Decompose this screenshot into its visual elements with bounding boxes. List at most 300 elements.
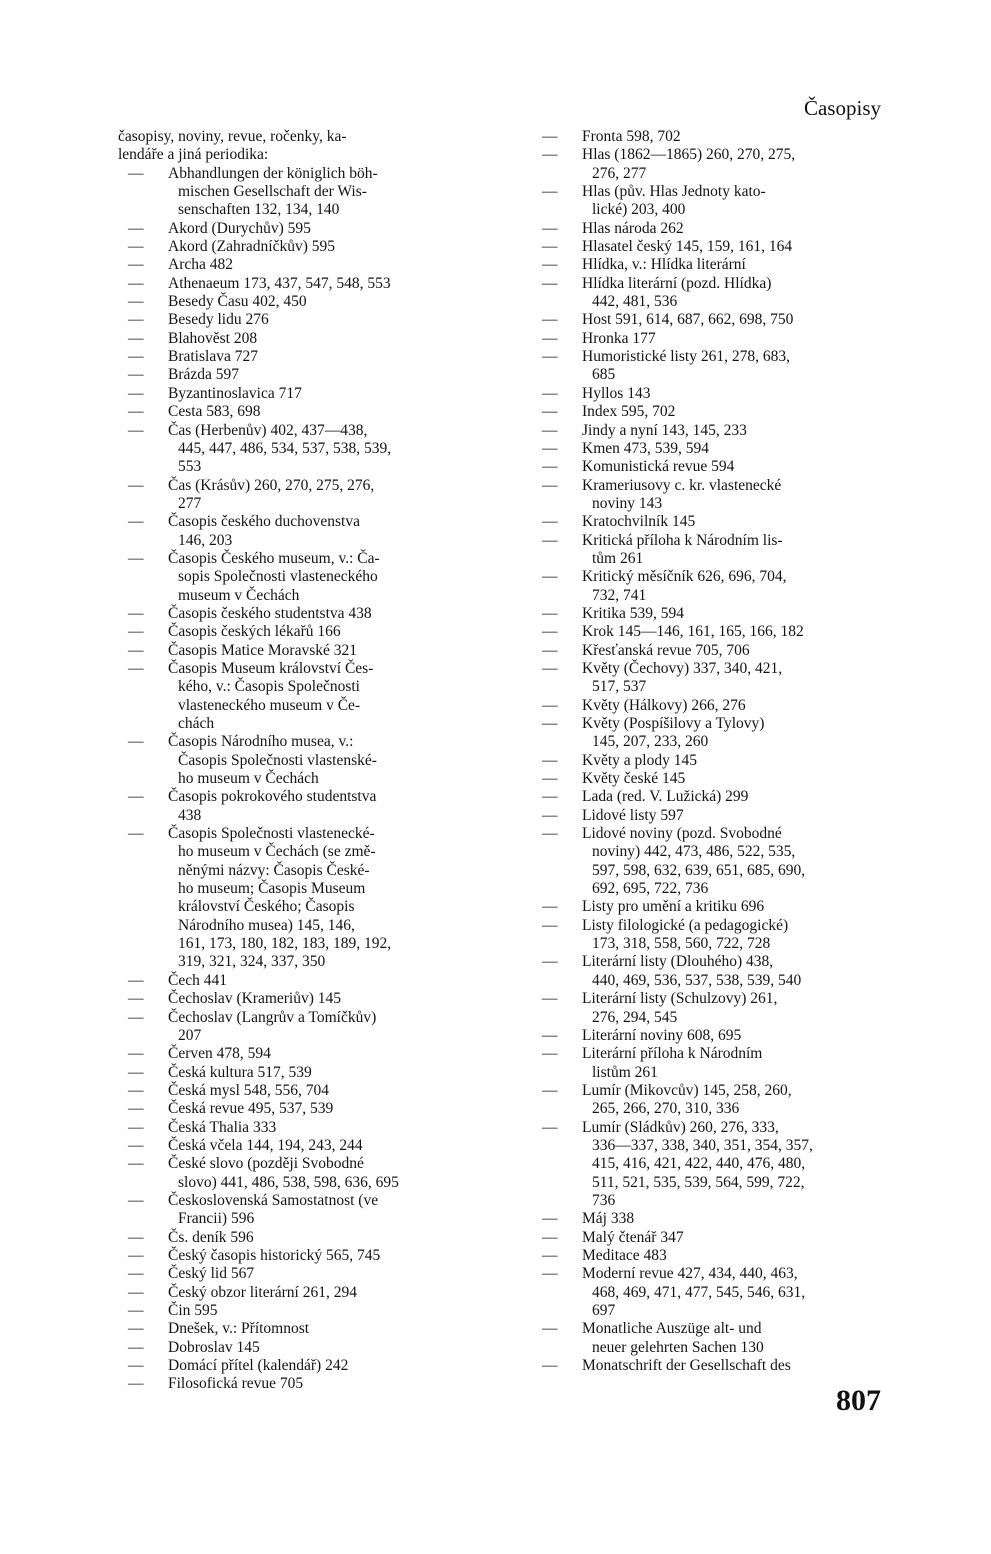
- index-entry: [532, 715, 885, 752]
- index-entry: [532, 422, 885, 440]
- entry-dash: —: [128, 1045, 144, 1063]
- index-entry: [118, 1137, 484, 1155]
- entry-dash: —: [542, 604, 558, 622]
- entry-dash: —: [128, 1283, 144, 1301]
- entry-dash: —: [128, 348, 144, 366]
- index-entry: [532, 477, 885, 514]
- index-entry: [532, 990, 885, 1027]
- index-entry: [118, 990, 484, 1008]
- right-column: [532, 128, 885, 1375]
- entry-text: Květy (Čechovy) 337, 340, 421,: [582, 659, 783, 677]
- entry-continuation: 553: [178, 458, 202, 476]
- index-entry: [532, 898, 885, 916]
- entry-continuation: 736: [592, 1191, 616, 1209]
- entry-text: Červen 478, 594: [168, 1045, 271, 1063]
- entry-text: Malý čtenář 347: [582, 1228, 684, 1246]
- index-entry: [118, 660, 484, 733]
- index-entry: [532, 568, 885, 605]
- index-entry: [532, 128, 885, 146]
- entry-dash: —: [128, 513, 144, 531]
- entry-continuation: 517, 537: [592, 678, 647, 696]
- index-entry: [532, 1357, 885, 1375]
- entry-continuation: noviny) 442, 473, 486, 522, 535,: [592, 843, 796, 861]
- entry-continuation: 597, 598, 632, 639, 651, 685, 690,: [592, 861, 806, 879]
- entry-text: Česká Thalia 333: [168, 1118, 277, 1136]
- entry-dash: —: [542, 329, 558, 347]
- index-entry: [532, 330, 885, 348]
- index-entry: [118, 1375, 484, 1393]
- index-entry: [532, 275, 885, 312]
- index-entry: [532, 256, 885, 274]
- entry-text: Hlas národa 262: [582, 219, 684, 237]
- entry-text: Český lid 567: [168, 1265, 255, 1283]
- entry-dash: —: [128, 1265, 144, 1283]
- entry-continuation: mischen Gesellschaft der Wis-: [178, 183, 367, 201]
- entry-dash: —: [128, 366, 144, 384]
- entry-text: Časopis Společnosti vlastenecké-: [168, 825, 375, 843]
- index-entry: [118, 1192, 484, 1229]
- entry-text: Čechoslav (Langrův a Tomíčkův): [168, 1008, 377, 1026]
- entry-text: Jindy a nyní 143, 145, 233: [582, 421, 747, 439]
- entry-dash: —: [128, 990, 144, 1008]
- entry-text: Byzantinoslavica 717: [168, 384, 302, 402]
- index-entry: [118, 330, 484, 348]
- entry-continuation: 697: [592, 1302, 616, 1319]
- entry-text: Meditace 483: [582, 1246, 667, 1264]
- entry-dash: —: [542, 311, 558, 329]
- index-entry: [532, 1265, 885, 1320]
- entry-dash: —: [128, 219, 144, 237]
- entry-text: Monatschrift der Gesellschaft des: [582, 1357, 791, 1375]
- entry-text: Dnešek, v.: Přítomnost: [168, 1320, 310, 1338]
- entry-text: Besedy Času 402, 450: [168, 293, 307, 311]
- index-entry: [118, 605, 484, 623]
- entry-dash: —: [542, 256, 558, 274]
- entry-text: Akord (Zahradníčkův) 595: [168, 238, 336, 256]
- entry-text: Krameriusovy c. kr. vlastenecké: [582, 476, 782, 494]
- entry-continuation: 685: [592, 366, 616, 384]
- entry-text: Literární listy (Schulzovy) 261,: [582, 990, 778, 1008]
- entry-continuation: 415, 416, 421, 422, 440, 476, 480,: [592, 1155, 806, 1173]
- entry-continuation: 276, 277: [592, 164, 647, 182]
- entry-continuation: 265, 266, 270, 310, 336: [592, 1100, 740, 1118]
- entry-text: Literární listy (Dlouhého) 438,: [582, 953, 774, 971]
- index-entry: [532, 623, 885, 641]
- index-entry: [118, 1064, 484, 1082]
- entry-text: Květy české 145: [582, 770, 686, 788]
- entry-continuation: slovo) 441, 486, 538, 598, 636, 695: [178, 1173, 399, 1191]
- index-entry: [118, 366, 484, 384]
- index-entry: [532, 311, 885, 329]
- index-entry: [118, 788, 484, 825]
- entry-dash: —: [128, 1136, 144, 1154]
- entry-text: Máj 338: [582, 1210, 635, 1228]
- index-entry: [532, 348, 885, 385]
- index-entry: [532, 440, 885, 458]
- entry-text: Kmen 473, 539, 594: [582, 439, 710, 457]
- entry-dash: —: [542, 1081, 558, 1099]
- entry-dash: —: [542, 990, 558, 1008]
- entry-continuation: Francii) 596: [178, 1210, 255, 1228]
- index-entry: [532, 385, 885, 403]
- entry-dash: —: [128, 971, 144, 989]
- index-entry: [118, 972, 484, 990]
- index-entry: [118, 1247, 484, 1265]
- entry-continuation: něnými názvy: Časopis České-: [178, 861, 370, 879]
- intro-line: lendáře a jiná periodika:: [118, 146, 269, 164]
- entry-text: Časopis českých lékařů 166: [168, 623, 341, 641]
- entry-dash: —: [542, 348, 558, 366]
- index-entry: [532, 513, 885, 531]
- entry-dash: —: [542, 403, 558, 421]
- entry-text: Filosofická revue 705: [168, 1375, 304, 1393]
- entry-dash: —: [542, 439, 558, 457]
- index-entry: [532, 183, 885, 220]
- entry-dash: —: [128, 1118, 144, 1136]
- entry-continuation: 207: [178, 1026, 202, 1044]
- entry-dash: —: [542, 715, 558, 732]
- entry-text: Československá Samostatnost (ve: [168, 1191, 379, 1209]
- entry-text: Humoristické listy 261, 278, 683,: [582, 348, 790, 366]
- entry-continuation: kého, v.: Časopis Společnosti: [178, 678, 360, 696]
- entry-text: Česká revue 495, 537, 539: [168, 1100, 334, 1118]
- entry-text: Athenaeum 173, 437, 547, 548, 553: [168, 274, 391, 292]
- entry-dash: —: [542, 953, 558, 971]
- entry-continuation: ho museum v Čechách (se změ-: [178, 843, 376, 861]
- entry-text: Komunistická revue 594: [582, 458, 735, 476]
- index-entry: [118, 1339, 484, 1357]
- index-entry: [532, 770, 885, 788]
- index-entry: [532, 807, 885, 825]
- entry-text: Květy (Pospíšilovy a Tylovy): [582, 715, 765, 732]
- entry-continuation: museum v Čechách: [178, 586, 300, 604]
- entry-dash: —: [128, 659, 144, 677]
- entry-dash: —: [542, 1045, 558, 1063]
- entry-dash: —: [128, 641, 144, 659]
- entry-text: Časopis Národního musea, v.:: [168, 733, 354, 751]
- entry-continuation: senschaften 132, 134, 140: [178, 201, 340, 219]
- index-entry: [532, 697, 885, 715]
- entry-text: Česká mysl 548, 556, 704: [168, 1081, 330, 1099]
- entry-dash: —: [128, 1375, 144, 1393]
- entry-text: Čechoslav (Krameriův) 145: [168, 990, 342, 1008]
- index-entry: [118, 293, 484, 311]
- entry-dash: —: [542, 1246, 558, 1264]
- entry-text: Křesťanská revue 705, 706: [582, 641, 750, 659]
- index-entry: [118, 1009, 484, 1046]
- entry-text: Kritická příloha k Národním lis-: [582, 531, 783, 549]
- index-entry: [532, 403, 885, 421]
- entry-dash: —: [128, 549, 144, 567]
- entry-dash: —: [542, 1228, 558, 1246]
- entry-text: Archa 482: [168, 256, 233, 274]
- index-entry: [118, 385, 484, 403]
- entry-dash: —: [128, 1357, 144, 1375]
- index-entry: [118, 348, 484, 366]
- entry-continuation: Národního musea) 145, 146,: [178, 916, 355, 934]
- entry-text: Index 595, 702: [582, 403, 676, 421]
- entry-dash: —: [128, 384, 144, 402]
- index-entry: [532, 642, 885, 660]
- entry-dash: —: [128, 733, 144, 751]
- entry-text: Literární příloha k Národním: [582, 1045, 763, 1063]
- entry-dash: —: [128, 403, 144, 421]
- entry-continuation: tům 261: [592, 549, 644, 567]
- entry-text: Čas (Herbenův) 402, 437—438,: [168, 421, 368, 439]
- entry-dash: —: [542, 898, 558, 916]
- entry-continuation: 442, 481, 536: [592, 293, 678, 311]
- entry-dash: —: [542, 825, 558, 843]
- entry-text: Čas (Krásův) 260, 270, 275, 276,: [168, 476, 375, 494]
- entry-continuation: 319, 321, 324, 337, 350: [178, 953, 326, 971]
- entry-dash: —: [542, 458, 558, 476]
- entry-text: Blahověst 208: [168, 329, 258, 347]
- entry-continuation: království Českého; Časopis: [178, 898, 355, 916]
- index-entry: [118, 1265, 484, 1283]
- entry-dash: —: [128, 1100, 144, 1118]
- entry-text: Časopis českého studentstva 438: [168, 604, 372, 622]
- entry-dash: —: [542, 916, 558, 934]
- entry-continuation: neuer gelehrten Sachen 130: [592, 1338, 764, 1356]
- index-entry: [118, 165, 484, 220]
- entry-text: Květy (Hálkovy) 266, 276: [582, 696, 746, 714]
- entry-dash: —: [128, 421, 144, 439]
- entry-continuation: 276, 294, 545: [592, 1008, 678, 1026]
- entry-dash: —: [542, 1265, 558, 1283]
- entry-text: Lumír (Mikovcův) 145, 258, 260,: [582, 1081, 792, 1099]
- entry-text: Domácí přítel (kalendář) 242: [168, 1357, 349, 1375]
- entry-dash: —: [542, 696, 558, 714]
- entry-text: Hlasatel český 145, 159, 161, 164: [582, 238, 793, 256]
- page-header-title: Časopisy: [803, 96, 881, 120]
- entry-dash: —: [542, 421, 558, 439]
- entry-continuation: listům 261: [592, 1063, 658, 1081]
- entry-continuation: ho museum; Časopis Museum: [178, 880, 366, 898]
- entry-continuation: ho museum v Čechách: [178, 770, 319, 788]
- index-entry: [118, 1155, 484, 1192]
- entry-text: Lidové noviny (pozd. Svobodné: [582, 825, 782, 843]
- entry-text: Monatliche Auszüge alt- und: [582, 1320, 762, 1338]
- entry-continuation: 146, 203: [178, 531, 233, 549]
- entry-text: Dobroslav 145: [168, 1338, 260, 1356]
- index-entry: [118, 1082, 484, 1100]
- entry-dash: —: [542, 1320, 558, 1338]
- entry-continuation: lické) 203, 400: [592, 201, 686, 219]
- entry-text: Moderní revue 427, 434, 440, 463,: [582, 1265, 798, 1283]
- entry-dash: —: [128, 604, 144, 622]
- index-entry: [118, 623, 484, 641]
- entry-dash: —: [128, 1063, 144, 1081]
- entry-dash: —: [542, 770, 558, 788]
- entry-text: Čin 595: [168, 1302, 218, 1319]
- entry-continuation: noviny 143: [592, 494, 663, 512]
- entry-text: Časopis pokrokového studentstva: [168, 788, 377, 806]
- entry-dash: —: [542, 384, 558, 402]
- entry-continuation: vlasteneckého museum v Če-: [178, 696, 361, 714]
- index-entry: [532, 1320, 885, 1357]
- index-entry: [532, 953, 885, 990]
- entry-dash: —: [542, 641, 558, 659]
- entry-dash: —: [128, 1008, 144, 1026]
- entry-dash: —: [128, 293, 144, 311]
- intro-line: časopisy, noviny, revue, ročenky, ka-: [118, 128, 347, 145]
- entry-dash: —: [542, 219, 558, 237]
- entry-dash: —: [542, 788, 558, 806]
- entry-continuation: 277: [178, 494, 202, 512]
- entry-text: Kritický měsíčník 626, 696, 704,: [582, 568, 787, 586]
- index-entry: [532, 1210, 885, 1228]
- entry-dash: —: [542, 751, 558, 769]
- entry-dash: —: [128, 788, 144, 806]
- entry-text: Akord (Durychův) 595: [168, 219, 311, 237]
- entry-dash: —: [128, 623, 144, 641]
- entry-dash: —: [128, 1191, 144, 1209]
- entry-text: Literární noviny 608, 695: [582, 1026, 742, 1044]
- entry-text: Lidové listy 597: [582, 806, 684, 824]
- index-entry: [532, 660, 885, 697]
- index-entry: [118, 256, 484, 274]
- index-entry: [532, 1082, 885, 1119]
- entry-dash: —: [128, 238, 144, 256]
- index-entry: [118, 220, 484, 238]
- entry-dash: —: [542, 623, 558, 641]
- entry-continuation: chách: [178, 715, 215, 732]
- index-entry: [118, 477, 484, 514]
- index-entry: [118, 1100, 484, 1118]
- entry-continuation: 145, 207, 233, 260: [592, 733, 709, 751]
- index-entry: [532, 146, 885, 183]
- entry-text: Listy pro umění a kritiku 696: [582, 898, 765, 916]
- entry-text: Fronta 598, 702: [582, 128, 681, 145]
- index-entry: [118, 1320, 484, 1338]
- entry-dash: —: [542, 1118, 558, 1136]
- entry-dash: —: [128, 1302, 144, 1319]
- entry-text: Hyllos 143: [582, 384, 651, 402]
- index-entry: [118, 311, 484, 329]
- index-entry: [118, 1284, 484, 1302]
- index-entry: [118, 275, 484, 293]
- entry-continuation: 732, 741: [592, 586, 647, 604]
- entry-dash: —: [542, 659, 558, 677]
- entry-dash: —: [542, 274, 558, 292]
- entry-dash: —: [128, 256, 144, 274]
- entry-text: Časopis Českého museum, v.: Ča-: [168, 549, 380, 567]
- entry-text: Kratochvilník 145: [582, 513, 696, 531]
- entry-dash: —: [128, 1081, 144, 1099]
- index-entry: [532, 532, 885, 569]
- entry-text: Časopis českého duchovenstva: [168, 513, 360, 531]
- entry-dash: —: [128, 1246, 144, 1264]
- index-entry: [118, 513, 484, 550]
- index-entry: [118, 1302, 484, 1320]
- index-entry: [532, 825, 885, 898]
- entry-dash: —: [542, 1026, 558, 1044]
- index-entry: [532, 220, 885, 238]
- entry-text: Cesta 583, 698: [168, 403, 261, 421]
- index-entry: [118, 1229, 484, 1247]
- entry-continuation: sopis Společnosti vlasteneckého: [178, 568, 378, 586]
- entry-dash: —: [542, 1357, 558, 1375]
- entry-continuation: 511, 521, 535, 539, 564, 599, 722,: [592, 1173, 805, 1191]
- entry-text: Český obzor literární 261, 294: [168, 1283, 357, 1301]
- entry-continuation: 336—337, 338, 340, 351, 354, 357,: [592, 1136, 813, 1154]
- entry-text: Lumír (Sládkův) 260, 276, 333,: [582, 1118, 779, 1136]
- entry-continuation: 161, 173, 180, 182, 183, 189, 192,: [178, 935, 392, 953]
- index-entry: [118, 642, 484, 660]
- entry-text: Časopis Matice Moravské 321: [168, 641, 357, 659]
- entry-dash: —: [128, 311, 144, 329]
- entry-dash: —: [128, 274, 144, 292]
- index-entry: [118, 422, 484, 477]
- entry-text: Čech 441: [168, 971, 227, 989]
- page-number: 807: [836, 1384, 881, 1417]
- index-entry: [532, 752, 885, 770]
- entry-dash: —: [542, 146, 558, 164]
- index-entry: [532, 1119, 885, 1211]
- entry-text: České slovo (později Svobodné: [168, 1155, 364, 1173]
- entry-text: Lada (red. V. Lužická) 299: [582, 788, 749, 806]
- entry-text: Květy a plody 145: [582, 751, 697, 769]
- index-entry: [532, 1247, 885, 1265]
- entry-dash: —: [542, 531, 558, 549]
- index-entry: [532, 788, 885, 806]
- index-entry: [118, 825, 484, 972]
- index-entry: [532, 605, 885, 623]
- index-entry: [118, 733, 484, 788]
- index-entry: [532, 238, 885, 256]
- entry-dash: —: [128, 164, 144, 182]
- index-entry: [118, 1045, 484, 1063]
- entry-continuation: Časopis Společnosti vlastenské-: [178, 751, 377, 769]
- entry-dash: —: [542, 476, 558, 494]
- entry-dash: —: [128, 1155, 144, 1173]
- entry-dash: —: [128, 825, 144, 843]
- entry-continuation: 692, 695, 722, 736: [592, 880, 709, 898]
- entry-dash: —: [128, 1338, 144, 1356]
- entry-continuation: 438: [178, 806, 202, 824]
- entry-dash: —: [542, 568, 558, 586]
- left-column: [118, 128, 484, 1394]
- entry-text: Hlas (pův. Hlas Jednoty kato-: [582, 183, 766, 201]
- entry-text: Česká včela 144, 194, 243, 244: [168, 1136, 363, 1154]
- entry-dash: —: [128, 476, 144, 494]
- index-entry: [118, 1119, 484, 1137]
- entry-dash: —: [128, 329, 144, 347]
- entry-text: Hlídka, v.: Hlídka literární: [582, 256, 746, 274]
- entry-continuation: 468, 469, 471, 477, 545, 546, 631,: [592, 1283, 806, 1301]
- index-entry: [532, 917, 885, 954]
- index-entry: [532, 1045, 885, 1082]
- entry-text: Český časopis historický 565, 745: [168, 1246, 381, 1264]
- entry-text: Čs. deník 596: [168, 1228, 254, 1246]
- entry-text: Česká kultura 517, 539: [168, 1063, 312, 1081]
- entry-dash: —: [542, 238, 558, 256]
- entry-dash: —: [542, 183, 558, 201]
- index-entry: [532, 458, 885, 476]
- index-entry: [118, 238, 484, 256]
- entry-text: Časopis Museum království Čes-: [168, 659, 374, 677]
- index-entry: [118, 403, 484, 421]
- entry-text: Besedy lidu 276: [168, 311, 269, 329]
- entry-continuation: 440, 469, 536, 537, 538, 539, 540: [592, 971, 802, 989]
- index-entry: [118, 1357, 484, 1375]
- entry-dash: —: [128, 1228, 144, 1246]
- entry-continuation: 445, 447, 486, 534, 537, 538, 539,: [178, 439, 392, 457]
- entry-dash: —: [542, 1210, 558, 1228]
- entry-text: Hlídka literární (pozd. Hlídka): [582, 274, 772, 292]
- entry-dash: —: [128, 1320, 144, 1338]
- index-entry: [532, 1027, 885, 1045]
